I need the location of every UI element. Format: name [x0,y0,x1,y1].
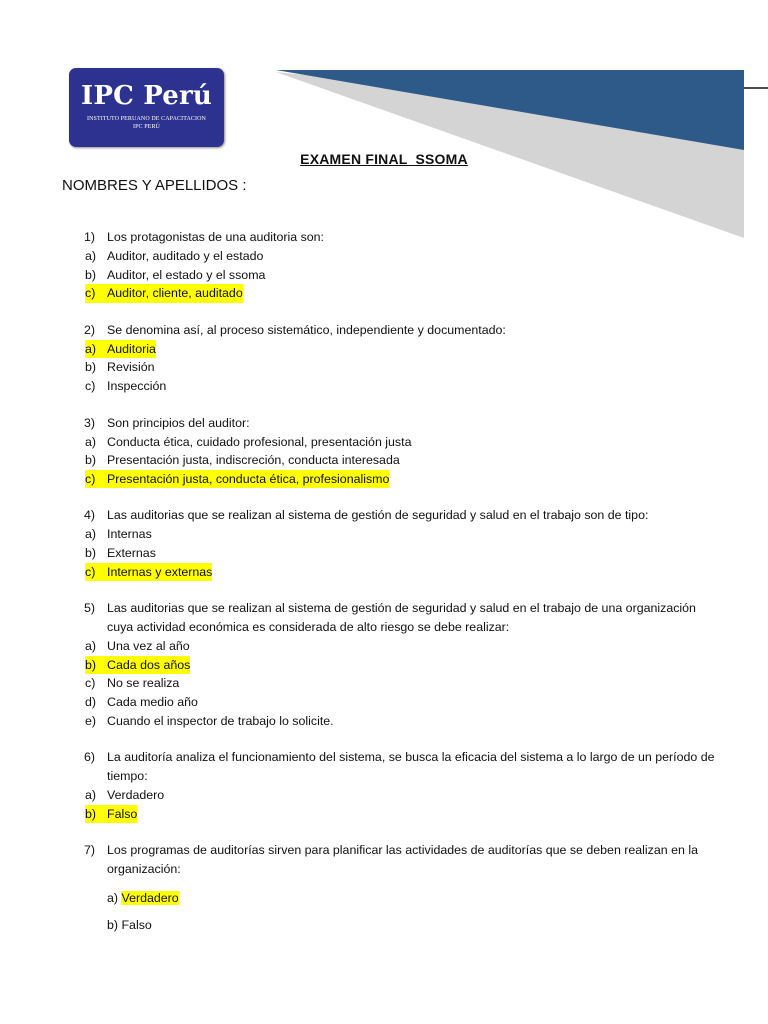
answer-option [84,656,724,675]
option-letter: a) [85,434,97,449]
option-letter: a) [85,788,97,803]
answer-option [84,284,724,303]
question-text: Son principios del auditor: [107,415,250,430]
option-text: Auditoria [107,340,156,359]
option-letter: d) [85,694,97,709]
answer-option [84,451,724,470]
question-number: 2) [84,322,96,337]
option-text: Verdadero [107,788,165,803]
question-number: 5) [84,601,96,616]
question-2 [84,321,724,396]
option-letter: c) [85,378,96,393]
logo-title: IPC Perú [80,81,213,111]
option-letter: a) [85,527,97,542]
option-text: Auditor, el estado y el ssoma [107,267,266,282]
logo-subtitle-line2: IPC PERÚ [133,124,160,130]
question-number: 6) [84,750,96,765]
exam-title: EXAMEN FINAL SSOMA [300,151,468,167]
option-text: Inspección [107,378,167,393]
answer-option [84,637,724,656]
answer-option-b [84,916,724,935]
answer-option [84,786,724,805]
option-letter: b) [107,918,119,933]
answer-option-a [84,889,724,908]
question-number: 1) [84,230,96,244]
option-letter: a) [85,340,107,359]
question-number: 4) [84,508,96,523]
question-text: Los programas de auditorías sirven para planificar las actividades de auditorías que se deben realizan en la organización: [107,843,698,877]
question-number: 3) [84,415,96,430]
answer-option [84,377,724,396]
answer-option [84,358,724,377]
question-text: La auditoría analiza el funcionamiento del sistema, se busca la eficacia del sistema a lo largo de un período de tiempo: [107,750,715,784]
question-3 [84,414,724,489]
answer-option [84,544,724,563]
option-text: Cada medio año [107,694,198,709]
option-text: Internas y externas [107,563,212,582]
name-field-label: NOMBRES Y APELLIDOS : [62,177,247,194]
question-4 [84,506,724,581]
option-text: Internas [107,527,152,542]
question-text: Las auditorias que se realizan al sistema de gestión de seguridad y salud en el trabajo son de tipo: [107,508,649,523]
option-text: Externas [107,545,156,560]
option-text: Conducta ética, cuidado profesional, presentación justa [107,434,412,449]
question-text: Las auditorias que se realizan al sistema de gestión de seguridad y salud en el trabajo de una organización cuya actividad económica es considerada de alto riesgo se debe realizar: [107,601,696,635]
answer-option [84,433,724,452]
question-7 [84,841,724,935]
option-letter: b) [85,453,97,468]
question-text: Los protagonistas de una auditoria son: [107,230,324,244]
option-letter: a) [85,639,97,654]
option-letter: c) [85,470,107,489]
option-letter: c) [85,284,107,303]
option-text: Cada dos años [107,656,190,675]
option-text: Auditor, cliente, auditado [107,284,243,303]
option-letter: a) [85,249,97,263]
option-text: Verdadero [121,891,179,906]
option-text: Revisión [107,360,155,375]
option-letter: c) [85,676,96,691]
option-letter: b) [85,805,107,824]
answer-option [84,712,724,731]
answer-option [84,693,724,712]
option-letter: b) [85,267,97,282]
option-text: Falso [107,805,137,824]
option-letter: c) [85,563,107,582]
question-list [84,228,724,953]
option-letter: b) [85,360,97,375]
question-5 [84,599,724,730]
logo-subtitle-line1: INSTITUTO PERUANO DE CAPACITACION [87,116,206,122]
answer-option [84,470,724,489]
option-letter: e) [85,713,97,728]
option-letter: b) [85,545,97,560]
answer-option [84,563,724,582]
option-letter: a) [107,891,119,906]
question-number: 7) [84,843,96,858]
answer-option [84,340,724,359]
option-text: Presentación justa, conducta ética, profesionalismo [107,470,389,489]
answer-option [84,674,724,693]
question-6 [84,748,724,823]
option-text: Presentación justa, indiscreción, conducta interesada [107,453,400,468]
answer-option [84,247,724,266]
option-letter: b) [85,656,107,675]
ipc-peru-logo [69,68,224,147]
answer-option [84,805,724,824]
option-text: No se realiza [107,676,180,691]
question-1 [84,228,724,303]
answer-option [84,266,724,285]
option-text: Una vez al año [107,639,190,654]
option-text: Cuando el inspector de trabajo lo solicite. [107,713,334,728]
question-text: Se denomina así, al proceso sistemático, independiente y documentado: [107,322,506,337]
option-text: Auditor, auditado y el estado [107,249,264,263]
answer-option [84,525,724,544]
option-text: Falso [121,918,152,933]
